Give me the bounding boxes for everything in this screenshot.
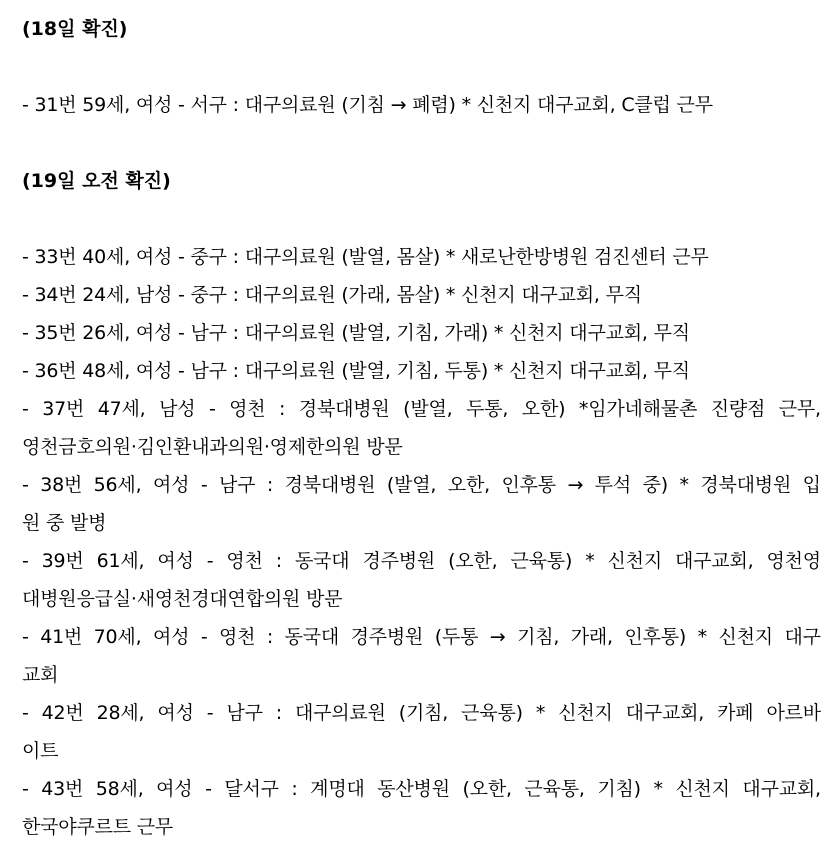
word: * <box>653 778 663 800</box>
case-line-38 <box>22 466 821 504</box>
word: 달서구 <box>224 778 279 800</box>
section-heading-18: (18일 확진) <box>22 18 128 40</box>
word: 동국대 <box>294 550 350 572</box>
word: - <box>22 778 29 800</box>
word: 여성 <box>152 626 190 648</box>
word: 중) <box>642 474 668 496</box>
word: - <box>208 398 216 420</box>
case-line-36: - 36번 48세, 여성 - 남구 : 대구의료원 (발열, 기침, 두통) * 신천지 대구교회, 무직 <box>22 360 690 382</box>
word: (오한, <box>448 550 498 572</box>
word: 신천지 <box>558 702 613 724</box>
word: 대구교회, <box>675 550 754 572</box>
word: 근육통) <box>510 550 573 572</box>
word: - <box>22 550 29 572</box>
word: 42번 <box>41 702 84 724</box>
word: → <box>567 474 584 496</box>
word: 남구 <box>219 474 256 496</box>
word: 대구교회, <box>742 778 821 800</box>
word: - <box>205 778 212 800</box>
word: 영천영 <box>766 550 821 572</box>
word: - <box>206 550 214 572</box>
case-line-37-continued: 영천금호의원·김인환내과의원·영제한의원 방문 <box>22 436 403 458</box>
word: 근무, <box>778 398 821 420</box>
word: - <box>22 702 29 724</box>
word: (두통 <box>434 626 479 648</box>
case-line-43 <box>22 770 821 808</box>
word: 신천지 <box>718 626 773 648</box>
word: 영천 <box>219 626 256 648</box>
word: 경북대병원 <box>700 474 792 496</box>
word: 경북대병원 <box>284 474 376 496</box>
word: 투석 <box>594 474 632 496</box>
word: (오한, <box>462 778 512 800</box>
case-line-31: - 31번 59세, 여성 - 서구 : 대구의료원 (기침 → 폐렴) * 신천지 대구교회, C클럽 근무 <box>22 94 713 116</box>
word: 기침) <box>597 778 641 800</box>
word: 오한) <box>521 398 566 420</box>
word: 카페 <box>717 702 754 724</box>
word: (기침, <box>398 702 449 724</box>
section-heading-19-morning: (19일 오전 확진) <box>22 170 171 192</box>
word: 영천 <box>226 550 263 572</box>
word: (발열, <box>403 398 453 420</box>
word: 여성 <box>157 550 194 572</box>
word: 43번 <box>41 778 84 800</box>
case-line-35: - 35번 26세, 여성 - 남구 : 대구의료원 (발열, 기침, 가래) * 신천지 대구교회, 무직 <box>22 322 690 344</box>
word: : <box>266 474 274 496</box>
word: 남성 <box>159 398 196 420</box>
word: 경북대병원 <box>298 398 390 420</box>
word: 여성 <box>152 474 190 496</box>
word: * <box>585 550 595 572</box>
word: (발열, <box>386 474 437 496</box>
word: 동산병원 <box>377 778 450 800</box>
word: : <box>275 550 282 572</box>
case-line-34: - 34번 24세, 남성 - 중구 : 대구의료원 (가래, 몸살) * 신천지 대구교회, 무직 <box>22 284 642 306</box>
word: * <box>679 474 689 496</box>
word: 신천지 <box>607 550 662 572</box>
word: 여성 <box>157 702 194 724</box>
word: 61세, <box>96 550 145 572</box>
word: 대구의료원 <box>294 702 386 724</box>
word: 근육통) <box>461 702 523 724</box>
case-line-39 <box>22 542 821 580</box>
word: 28세, <box>96 702 145 724</box>
blank-line <box>22 200 821 238</box>
word: 인후통 <box>501 474 556 496</box>
case-line-42-continued: 이트 <box>22 740 59 762</box>
word: - <box>200 626 208 648</box>
word: → <box>489 626 506 648</box>
word: 경주병원 <box>350 626 424 648</box>
word: 38번 <box>40 474 83 496</box>
word: * <box>535 702 546 724</box>
word: : <box>279 398 286 420</box>
word: 여성 <box>156 778 193 800</box>
word: - <box>206 702 214 724</box>
word: : <box>275 702 282 724</box>
case-line-33: - 33번 40세, 여성 - 중구 : 대구의료원 (발열, 몸살) * 새로난한방병원 검진센터 근무 <box>22 246 709 268</box>
word: - <box>22 398 29 420</box>
word: 인후통) <box>624 626 687 648</box>
word: 근육통, <box>524 778 585 800</box>
case-line-39-continued: 대병원응급실·새영천경대연합의원 방문 <box>22 588 343 610</box>
case-line-42 <box>22 694 821 732</box>
word: 진량점 <box>710 398 766 420</box>
word: 오한, <box>447 474 490 496</box>
blank-line <box>22 124 821 162</box>
word: 기침, <box>517 626 560 648</box>
word: *임가네해물촌 <box>578 398 698 420</box>
word: 대구교회, <box>625 702 705 724</box>
word: : <box>291 778 298 800</box>
word: 신천지 <box>675 778 730 800</box>
word: 56세, <box>93 474 142 496</box>
word: 39번 <box>41 550 84 572</box>
word: : <box>266 626 274 648</box>
word: * <box>697 626 707 648</box>
word: 가래, <box>570 626 613 648</box>
word: 동국대 <box>284 626 340 648</box>
case-line-37 <box>22 390 821 428</box>
word: 두통, <box>466 398 509 420</box>
word: 70세, <box>93 626 142 648</box>
word: 영천 <box>229 398 266 420</box>
word: 계명대 <box>310 778 365 800</box>
word: - <box>22 474 29 496</box>
word: 남구 <box>226 702 263 724</box>
word: 아르바 <box>766 702 821 724</box>
word: 대구 <box>784 626 821 648</box>
word: 47세, <box>97 398 146 420</box>
blank-line <box>22 48 821 86</box>
word: - <box>22 626 29 648</box>
word: 경주병원 <box>362 550 436 572</box>
word: 37번 <box>42 398 85 420</box>
word: 입 <box>802 474 821 496</box>
case-line-41-continued: 교회 <box>22 664 59 686</box>
word: 41번 <box>40 626 83 648</box>
word: 58세, <box>95 778 144 800</box>
case-line-41 <box>22 618 821 656</box>
case-line-43-continued: 한국야쿠르트 근무 <box>22 816 174 838</box>
case-line-38-continued: 원 중 발병 <box>22 512 107 534</box>
word: - <box>200 474 208 496</box>
